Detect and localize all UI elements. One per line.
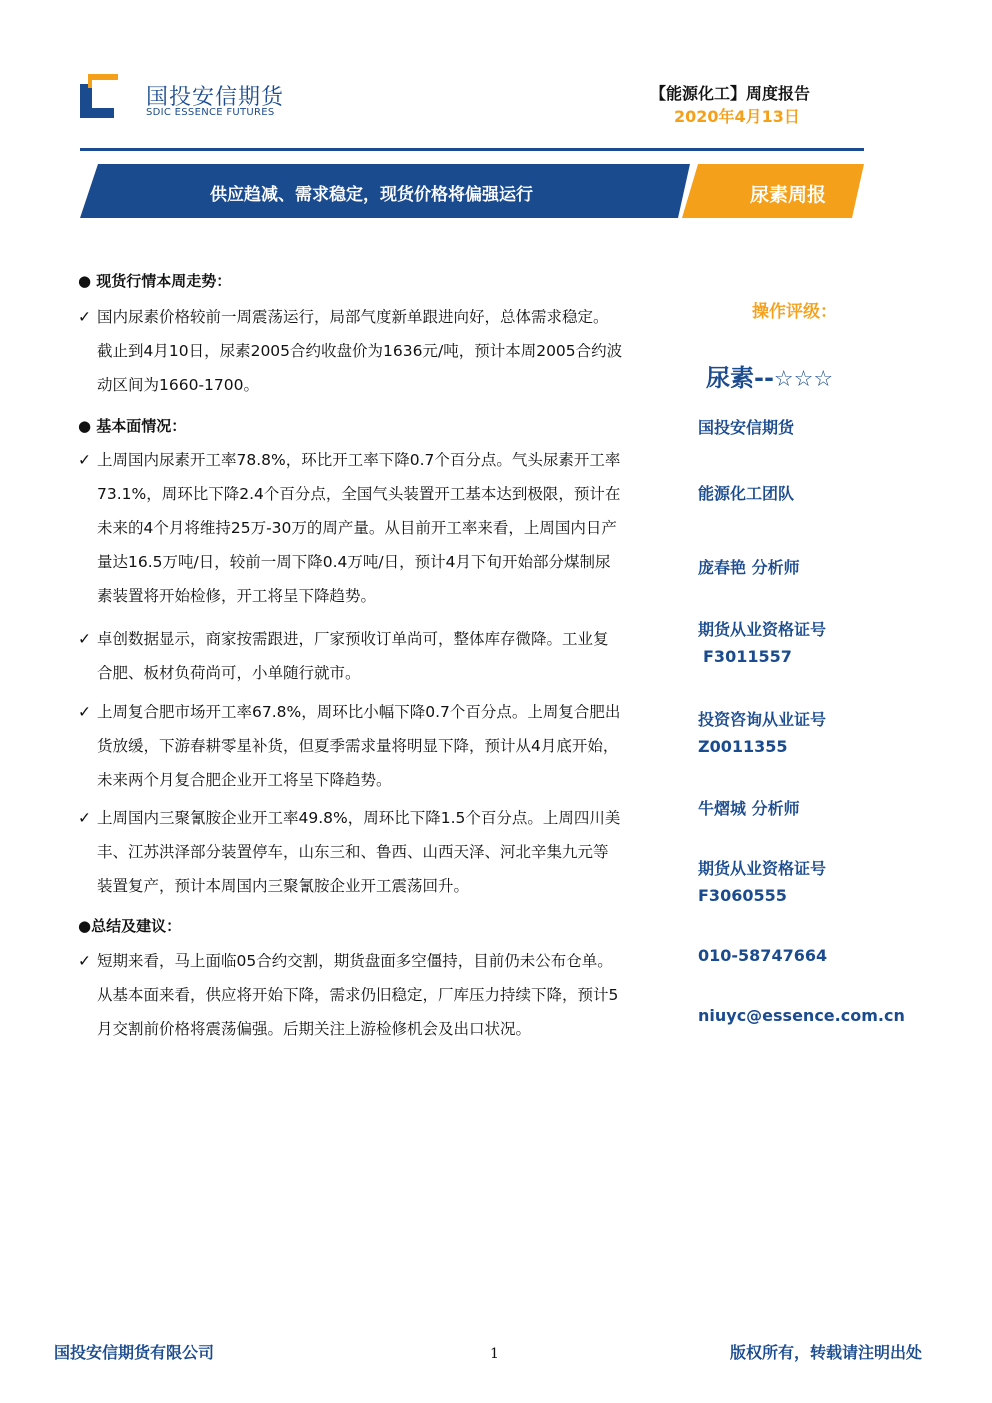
paragraph-line: 截止到4月10日，尿素2005合约收盘价为1636元/吨，预计本周2005合约波: [97, 342, 623, 360]
list-item: [78, 944, 683, 1046]
checkmark-icon: ✓: [78, 308, 91, 326]
section-heading-spot: ● 现货行情本周走势：: [78, 272, 232, 290]
checkmark-icon: ✓: [78, 703, 91, 721]
paragraph-line: 短期来看，马上面临05合约交割，期货盘面多空僵持，目前仍未公布仓单。: [97, 952, 613, 970]
banner-title: 供应趋减、需求稳定，现货价格将偏强运行: [210, 185, 533, 205]
sidebar-analyst-2: 牛熠城 分析师: [698, 799, 800, 818]
paragraph-line: 上周国内尿素开工率78.8%，环比开工率下降0.7个百分点。气头尿素开工率: [97, 451, 621, 469]
paragraph-line: 素装置将开始检修，开工将呈下降趋势。: [97, 587, 377, 605]
paragraph-line: 合肥、板材负荷尚可，小单随行就市。: [97, 664, 361, 682]
section-heading-summary: ●总结及建议：: [78, 917, 182, 935]
checkmark-icon: ✓: [78, 952, 91, 970]
sidebar-cert-number-2: F3060555: [698, 886, 787, 905]
paragraph-line: 上周国内三聚氰胺企业开工率49.8%，周环比下降1.5个百分点。上周四川美: [97, 809, 621, 827]
logo-text-cn: 国投安信期货: [146, 85, 285, 110]
checkmark-icon: ✓: [78, 630, 91, 648]
section-heading-fundamentals: ● 基本面情况：: [78, 417, 187, 435]
paragraph-line: 货放缓，下游春耕零星补货，但夏季需求量将明显下降，预计从4月底开始，: [97, 737, 619, 755]
sidebar-cert-label-1: 期货从业资格证号: [698, 620, 827, 639]
list-item: [78, 300, 683, 402]
company-logo-icon: [80, 74, 136, 118]
report-date: 2020年4月13日: [674, 107, 800, 126]
rating-product: 尿素--: [706, 364, 774, 392]
paragraph-line: 量达16.5万吨/日，较前一周下降0.4万吨/日，预计4月下旬开始部分煤制尿: [97, 553, 611, 571]
paragraph-line: 从基本面来看，供应将开始下降，需求仍旧稳定，厂库压力持续下降，预计5: [97, 986, 619, 1004]
paragraph-line: 国内尿素价格较前一周震荡运行，局部气度新单跟进向好，总体需求稳定。: [97, 308, 609, 326]
paragraph-line: 动区间为1660-1700。: [97, 376, 259, 394]
sidebar-team: 能源化工团队: [698, 484, 795, 503]
logo-text-en: SDIC ESSENCE FUTURES: [146, 107, 275, 118]
paragraph-line: 丰、江苏洪泽部分装置停车，山东三和、鲁西、山西天泽、河北辛集九元等: [97, 843, 609, 861]
paragraph-line: 卓创数据显示，商家按需跟进，厂家预收订单尚可，整体库存微降。工业复: [97, 630, 609, 648]
checkmark-icon: ✓: [78, 451, 91, 469]
sidebar-cert-label-2: 期货从业资格证号: [698, 859, 827, 878]
list-item: [78, 622, 683, 690]
paragraph-line: 月交割前价格将震荡偏强。后期关注上游检修机会及出口状况。: [97, 1020, 532, 1038]
rating-label: 操作评级：: [752, 302, 837, 322]
list-item: [78, 695, 683, 797]
sidebar-invest-label-1: 投资咨询从业证号: [698, 710, 827, 729]
paragraph-line: 73.1%，周环比下降2.4个百分点，全国气头装置开工基本达到极限，预计在: [97, 485, 621, 503]
checkmark-icon: ✓: [78, 809, 91, 827]
report-type: 【能源化工】周度报告: [650, 84, 811, 103]
sidebar-cert-number-1: F3011557: [703, 647, 792, 666]
footer-company: 国投安信期货有限公司: [54, 1343, 215, 1362]
paragraph-line: 装置复产，预计本周国内三聚氰胺企业开工震荡回升。: [97, 877, 470, 895]
paragraph-line: 未来两个月复合肥企业开工将呈下降趋势。: [97, 771, 392, 789]
rating-stars-icon: ☆☆☆: [773, 367, 834, 392]
rating-value: [706, 358, 833, 393]
sidebar-email[interactable]: niuyc@essence.com.cn: [698, 1006, 905, 1025]
page-number: 1: [490, 1346, 499, 1362]
banner-tag: 尿素周报: [750, 184, 827, 206]
paragraph-line: 未来的4个月将维持25万-30万的周产量。从目前开工率来看，上周国内日产: [97, 519, 617, 537]
list-item: [78, 443, 683, 613]
paragraph-line: 上周复合肥市场开工率67.8%，周环比小幅下降0.7个百分点。上周复合肥出: [97, 703, 621, 721]
sidebar-phone: 010-58747664: [698, 946, 828, 965]
list-item: [78, 801, 683, 903]
sidebar-company: 国投安信期货: [698, 418, 795, 437]
footer-copyright: 版权所有，转载请注明出处: [730, 1343, 923, 1362]
header-divider: [80, 148, 864, 151]
sidebar-analyst-1: 庞春艳 分析师: [698, 558, 800, 577]
sidebar-invest-number-1: Z0011355: [698, 737, 788, 756]
